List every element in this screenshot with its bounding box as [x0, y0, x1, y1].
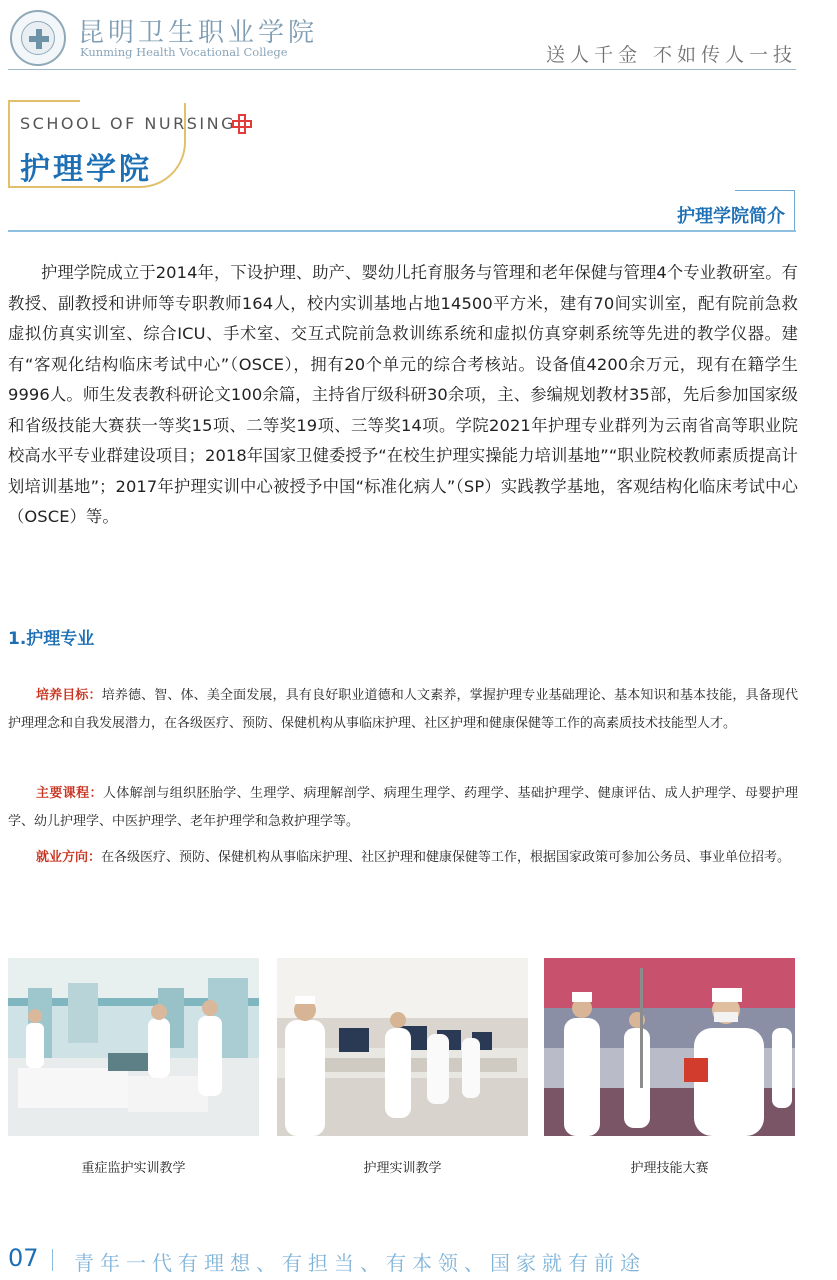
course-label: 主要课程：	[36, 786, 103, 801]
photo-caption: 护理实训教学	[363, 1161, 442, 1176]
school-name-en: SCHOOL OF NURSING	[20, 114, 236, 133]
footer-divider	[52, 1249, 53, 1271]
header-motto: 送人千金 不如传人一技	[545, 44, 797, 66]
school-name-cn: 护理学院	[20, 152, 152, 187]
intro-title: 护理学院简介	[677, 206, 785, 227]
photo-caption: 重症监护实训教学	[81, 1161, 186, 1176]
course-text: 人体解剖与组织胚胎学、生理学、病理解剖学、病理生理学、药理学、基础护理学、健康评估、成人护理学、母婴护理学、幼儿护理学、中医护理学、老年护理学和急救护理学等。	[8, 786, 798, 829]
job-text: 在各级医疗、预防、保健机构从事临床护理、社区护理和健康保健等工作，根据国家政策可参加公务员、事业单位招考。	[101, 850, 791, 865]
photo-icu-training	[8, 958, 259, 1136]
photo-caption: 护理技能大赛	[630, 1161, 709, 1176]
job-paragraph	[8, 844, 798, 872]
intro-paragraph: 护理学院成立于2014年，下设护理、助产、婴幼儿托育服务与管理和老年保健与管理4个专业教研室。有教授、副教授和讲师等专职教师164人，校内实训基地占地14500平方米，建有70间实训室，配有院前急救虚拟仿真实训室、综合ICU、手术室、交互式院前急救训练系统和虚拟仿真穿刺系统等先进的教学仪器。建有“客观化结构临床考试中心”（OSCE），拥有20个单元的综合考核站。设备值4200余万元，现有在籍学生9996人。师生发表教科研论文100余篇，主持省厅级科研30余项，主、参编规划教材35部，先后参加国家级和省级技能大赛获一等奖15项、二等奖19项、三等奖14项。学院2021年护理专业群列为云南省高等职业院校高水平专业群建设项目；2018年国家卫健委授予“在校生护理实操能力培训基地”“职业院校教师素质提高计划培训基地”；2017年护理实训中心被授予中国“标准化病人”（SP）实践教学基地，客观结构化临床考试中心（OSCE）等。	[8, 263, 798, 526]
page-header	[0, 0, 837, 72]
job-label: 就业方向：	[36, 850, 102, 865]
header-divider	[8, 69, 796, 70]
college-seal-logo	[10, 10, 66, 66]
college-name-en: Kunming Health Vocational College	[80, 45, 288, 59]
college-name-cn: 昆明卫生职业学院	[78, 18, 319, 48]
photo-nursing-competition	[544, 958, 795, 1136]
major-heading: 1.护理专业	[8, 629, 95, 649]
goal-paragraph	[8, 682, 798, 737]
red-cross-icon	[232, 114, 252, 134]
footer-slogan: 青年一代有理想、有担当、有本领、国家就有前途	[74, 1251, 646, 1275]
photo-nursing-training	[277, 958, 528, 1136]
goal-label: 培养目标：	[36, 688, 102, 703]
goal-text: 培养德、智、体、美全面发展，具有良好职业道德和人文素养，掌握护理专业基础理论、基本知识和基本技能，具备现代护理理念和自我发展潜力，在各级医疗、预防、保健机构从事临床护理、社区护理和健康保健等工作的高素质技术技能型人才。	[8, 688, 798, 731]
course-paragraph	[8, 780, 798, 835]
intro-title-box	[650, 190, 795, 230]
page-number: 07	[8, 1244, 39, 1272]
intro-divider	[8, 230, 796, 232]
